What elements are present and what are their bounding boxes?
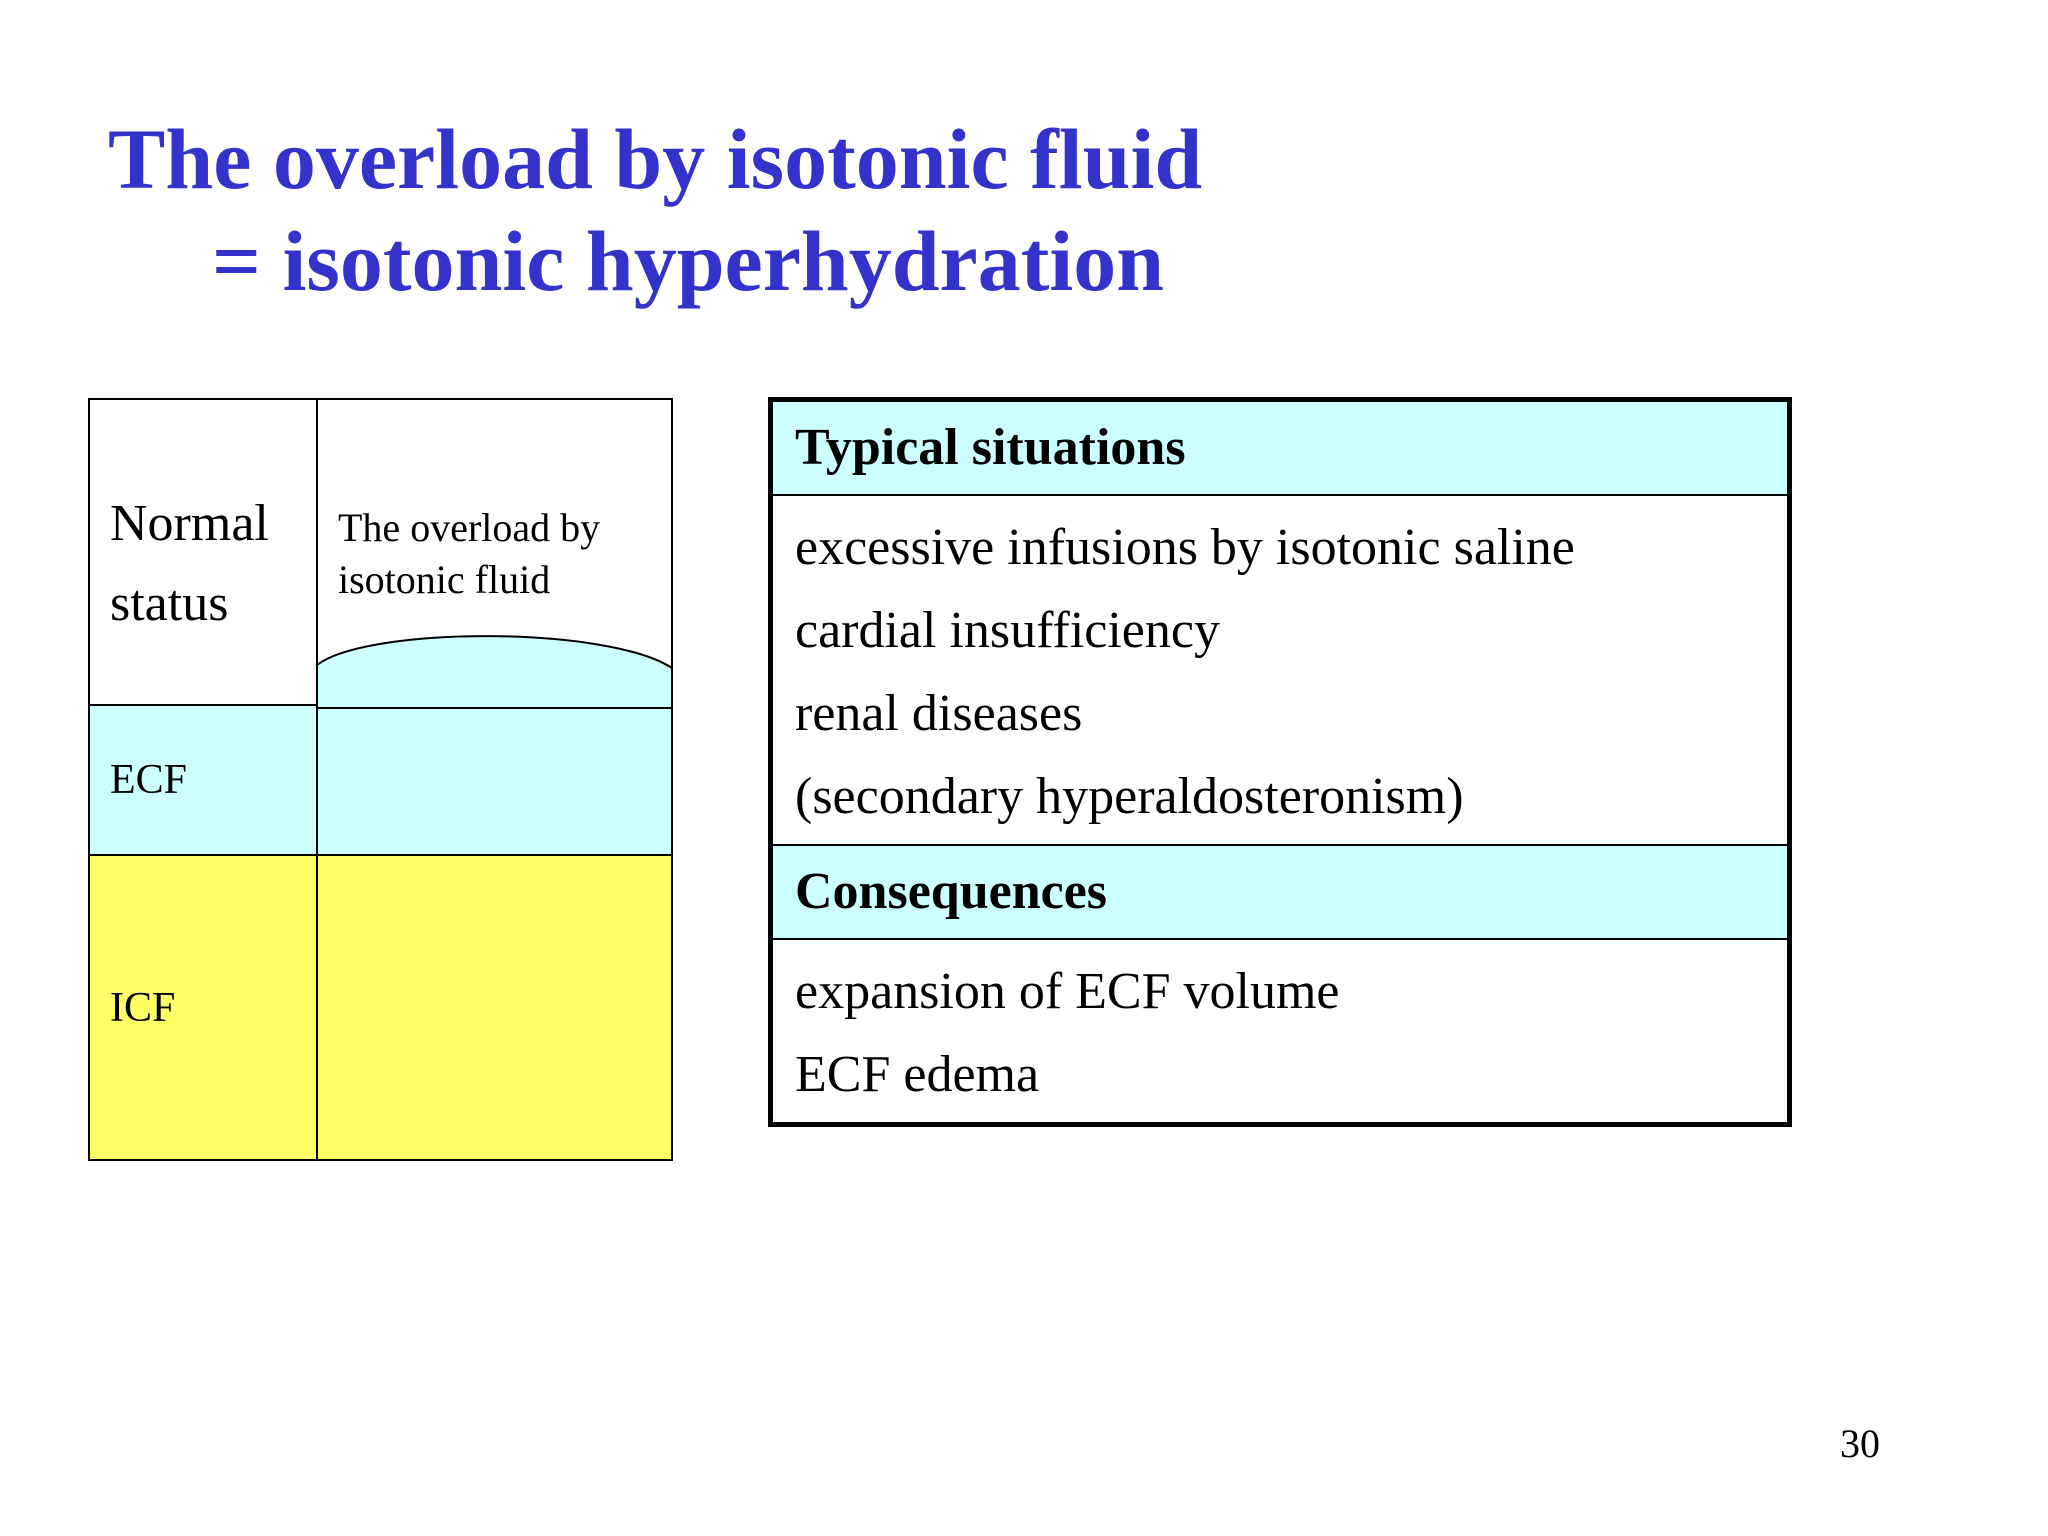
page-number: 30 xyxy=(1840,1421,1880,1466)
overload-icf-block xyxy=(317,855,672,1160)
situations-consequences-table xyxy=(768,397,1792,1127)
icf-label: ICF xyxy=(110,985,176,1031)
consequences-body xyxy=(773,940,1787,1122)
fluid-compartment-diagram xyxy=(88,398,673,1161)
situation-item: excessive infusions by isotonic saline xyxy=(795,519,1575,576)
ecf-label: ECF xyxy=(110,757,188,803)
consequence-item: ECF edema xyxy=(795,1046,1040,1103)
typical-situations-header: Typical situations xyxy=(773,402,1787,496)
normal-status-label: Normal status xyxy=(110,495,269,632)
title-line-2: = isotonic hyperhydration xyxy=(212,213,1165,309)
overload-label: The overload by isotonic fluid xyxy=(338,505,601,602)
overload-ecf-expanded xyxy=(317,636,672,855)
slide-title xyxy=(108,108,1208,312)
situation-item: renal diseases xyxy=(795,685,1083,742)
title-line-1: The overload by isotonic fluid xyxy=(108,111,1203,207)
situation-item: (secondary hyperaldosteronism) xyxy=(795,768,1464,825)
typical-situations-body xyxy=(773,496,1787,844)
consequence-item: expansion of ECF volume xyxy=(795,963,1340,1020)
consequences-header: Consequences xyxy=(773,844,1787,940)
situation-item: cardial insufficiency xyxy=(795,602,1220,659)
